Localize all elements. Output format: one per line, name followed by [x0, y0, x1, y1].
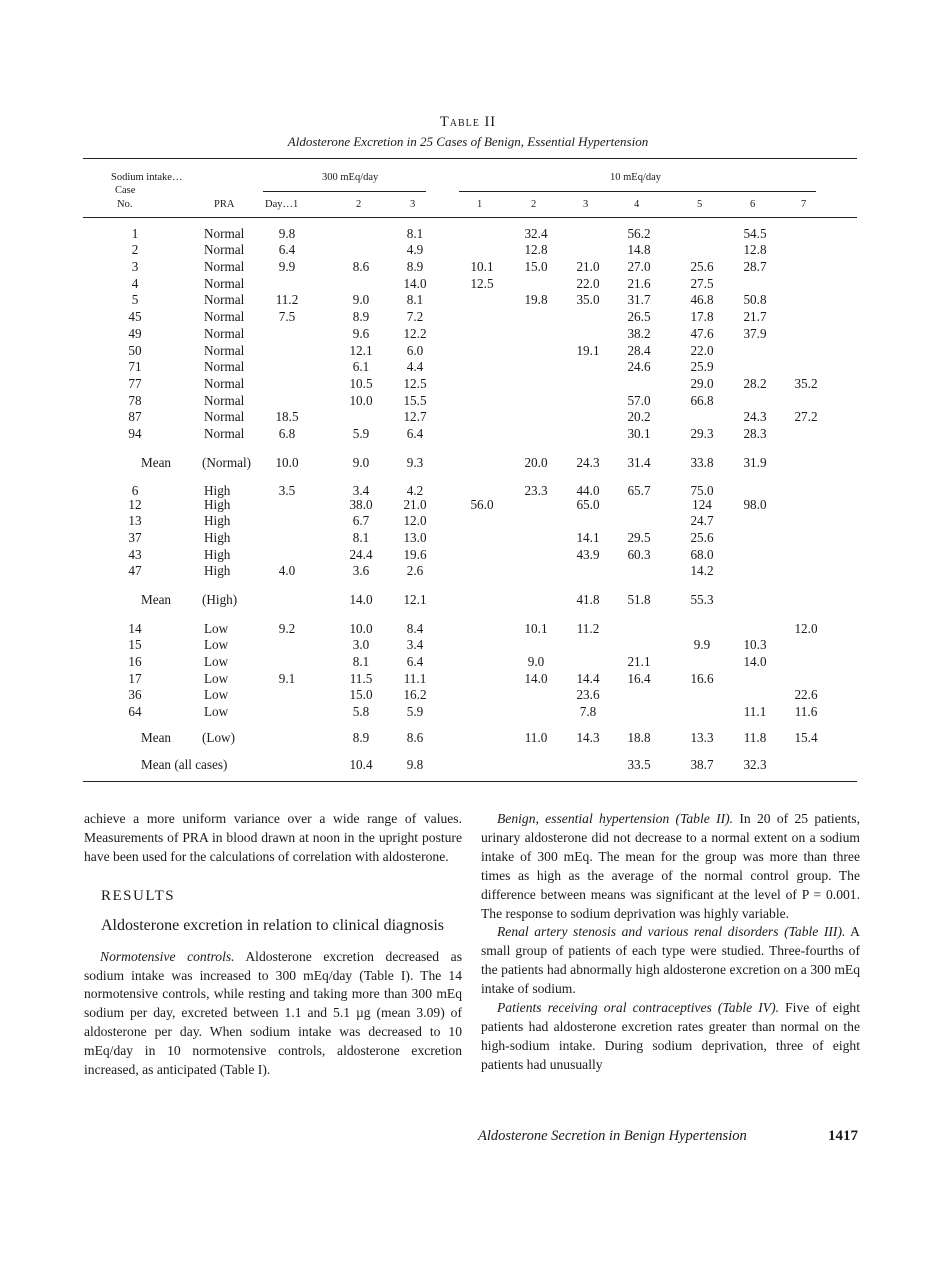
pra-value: High	[204, 513, 231, 528]
day-header: 4	[634, 199, 640, 210]
table-cell: 29.5	[627, 530, 651, 545]
pra-value: (Normal)	[202, 455, 252, 470]
table-cell: 7.8	[579, 704, 597, 719]
table-cell: 24.6	[627, 359, 651, 374]
table-cell: 11.2	[576, 621, 600, 636]
table-cell: 3.4	[352, 483, 370, 498]
table-cell: 35.2	[794, 376, 818, 391]
table-cell: 37.9	[743, 326, 767, 341]
case-number: 94	[128, 426, 142, 441]
pra-value: High	[204, 563, 231, 578]
pra-value: Normal	[204, 226, 245, 241]
table-cell: 50.8	[743, 292, 767, 307]
table-cell: 14.4	[576, 671, 600, 686]
case-number: 45	[128, 309, 142, 324]
table-cell: 8.1	[406, 226, 424, 241]
mean-all-label: Mean (all cases)	[141, 757, 228, 772]
case-number: 6	[131, 483, 139, 498]
table-cell: 8.1	[352, 654, 370, 669]
pra-value: Normal	[204, 376, 245, 391]
pra-value: Normal	[204, 409, 245, 424]
table-cell: 15.0	[349, 687, 373, 702]
table-cell: 14.0	[743, 654, 767, 669]
day-header: Day…1	[265, 199, 299, 210]
table-cell: 27.0	[627, 259, 651, 274]
table-cell: 35.0	[576, 292, 600, 307]
table-cell: 20.0	[524, 455, 548, 470]
table-cell: 31.4	[627, 455, 651, 470]
right-p3-lead: Patients receiving oral contraceptives (Table IV).	[497, 1000, 780, 1016]
table-cell: 21.6	[627, 276, 651, 291]
table-cell: 9.3	[406, 455, 424, 470]
table-cell: 25.9	[690, 359, 714, 374]
mean-label: Mean	[141, 592, 172, 607]
table-cell: 2.6	[406, 563, 424, 578]
mean-label: Mean	[141, 730, 172, 745]
table-cell: 8.4	[406, 621, 424, 636]
pra-value: Low	[204, 637, 229, 652]
pra-value: (Low)	[202, 730, 235, 745]
table-cell: 7.5	[278, 309, 296, 324]
case-number: 15	[128, 637, 142, 652]
case-number: 47	[128, 563, 142, 578]
table-cell: 8.1	[406, 292, 424, 307]
group-10-label: 10 mEq/day	[610, 172, 662, 183]
right-p1-text: In 20 of 25 patients, urinary aldosterone did not decrease to a normal extent on a sodium intake of 300 mEq. The mean for the group was more than three times as high as the average of the normal control group. The difference between means was significant at the level of P = 0.001. The response to sodium deprivation was highly variable.	[481, 811, 860, 921]
left-p2-text: Aldosterone excretion decreased as sodium intake was increased to 300 mEq/day (Table I). The 14 normotensive controls, while resting and taking more than 300 mEq sodium per day, excreted between 1.1 and 5.1 µg (mean 3.09) of aldosterone per day. When sodium intake was decreased to 10 mEq/day in 10 normotensive controls, aldosterone excretion increased, as anticipated (Table I).	[84, 948, 463, 1078]
table-cell: 12.5	[470, 276, 494, 291]
table-cell: 28.7	[743, 259, 767, 274]
table-cell: 38.0	[349, 497, 373, 512]
table-cell: 14.0	[524, 671, 548, 686]
table-cell: 21.0	[403, 497, 427, 512]
table-cell: 98.0	[743, 497, 767, 512]
right-p3-text: Five of eight patients had aldosterone excretion rates greater than normal on the high-sodium intake. During sodium deprivation, three of eight patients had unusually	[481, 1000, 860, 1072]
table-cell: 6.0	[406, 343, 424, 358]
pra-value: Low	[204, 671, 229, 686]
table-cell: 13.3	[690, 730, 714, 745]
case-number: 78	[128, 393, 142, 408]
day-header: 2	[356, 199, 362, 210]
pra-value: Normal	[204, 259, 245, 274]
pra-value: Normal	[204, 359, 245, 374]
table-cell: 12.7	[403, 409, 427, 424]
table-cell: 12.0	[794, 621, 818, 636]
pra-label: PRA	[214, 199, 235, 210]
pra-value: Normal	[204, 426, 245, 441]
left-column	[84, 810, 462, 1080]
table-cell: 14.2	[690, 563, 714, 578]
pra-value: Normal	[204, 326, 245, 341]
day-header: 1	[477, 199, 483, 210]
table-cell: 11.2	[275, 292, 299, 307]
case-number: 17	[128, 671, 142, 686]
table-cell: 10.5	[349, 376, 373, 391]
table-cell: 57.0	[627, 393, 651, 408]
group-300-rule	[263, 191, 426, 192]
day-header: 6	[750, 199, 756, 210]
table-cell: 12.2	[403, 326, 427, 341]
case-number: 13	[128, 513, 142, 528]
case-number: 2	[131, 242, 139, 257]
table-cell: 12.0	[403, 513, 427, 528]
table-cell: 10.1	[524, 621, 548, 636]
table-cell: 65.7	[627, 483, 651, 498]
case-number: 50	[128, 343, 142, 358]
table-cell: 23.6	[576, 687, 600, 702]
day-header: 2	[531, 199, 537, 210]
table-cell: 12.1	[349, 343, 373, 358]
results-heading: RESULTS	[101, 887, 176, 904]
table-cell: 17.8	[690, 309, 714, 324]
table-cell: 15.4	[794, 730, 818, 745]
table-cell: 3.5	[278, 483, 296, 498]
table-cell: 38.7	[690, 757, 714, 772]
table-cell: 9.0	[527, 654, 545, 669]
table-cell: 56.2	[627, 226, 651, 241]
day-header: 5	[697, 199, 703, 210]
table-cell: 33.8	[690, 455, 714, 470]
right-p2-text: A small group of patients of each type were studied. Three-fourths of the patients had abnormally high aldosterone excretion on a 300 mEq intake of sodium.	[481, 924, 860, 997]
table-cell: 10.0	[349, 621, 373, 636]
table-cell: 23.3	[524, 483, 548, 498]
right-p2-lead: Renal artery stenosis and various renal disorders (Table III).	[497, 924, 846, 940]
table-cell: 9.8	[406, 757, 424, 772]
table-title: Table II	[439, 114, 497, 130]
table-cell: 11.8	[743, 730, 767, 745]
table-cell: 15.0	[524, 259, 548, 274]
table-cell: 11.6	[794, 704, 818, 719]
table-cell: 14.3	[576, 730, 600, 745]
table-cell: 4.0	[278, 563, 296, 578]
table-cell: 22.0	[690, 343, 714, 358]
table-cell: 6.1	[352, 359, 370, 374]
pra-value: Low	[204, 687, 229, 702]
pra-value: High	[204, 530, 231, 545]
case-number: 77	[128, 376, 142, 391]
table-cell: 9.1	[278, 671, 296, 686]
table-cell: 21.1	[627, 654, 651, 669]
left-paragraph-2	[84, 948, 462, 1080]
table-cell: 51.8	[627, 592, 651, 607]
table-cell: 18.5	[275, 409, 299, 424]
table-cell: 7.2	[406, 309, 424, 324]
table-cell: 30.1	[627, 426, 651, 441]
table-cell: 14.8	[627, 242, 651, 257]
left-p1-text: achieve a more uniform variance over a wide range of values. Measurements of PRA in blood drawn at noon in the upright posture have been used for the calculations of correlation with aldosterone.	[84, 811, 462, 864]
table-cell: 6.8	[278, 426, 296, 441]
table-cell: 31.7	[627, 292, 651, 307]
table-cell: 14.0	[403, 276, 427, 291]
table-cell: 19.8	[524, 292, 548, 307]
right-paragraph-2	[481, 923, 860, 999]
table-cell: 3.6	[352, 563, 370, 578]
pra-value: High	[204, 483, 231, 498]
case-number: 43	[128, 547, 142, 562]
table-cell: 41.8	[576, 592, 600, 607]
table-cell: 9.9	[278, 259, 296, 274]
table-cell: 20.2	[627, 409, 651, 424]
case-number: 3	[131, 259, 139, 274]
table-cell: 5.9	[352, 426, 370, 441]
subsection-heading: Aldosterone excretion in relation to clinical diagnosis	[101, 916, 445, 934]
left-p2-lead: Normotensive controls.	[100, 948, 235, 964]
table-cell: 12.8	[524, 242, 548, 257]
case-number: 12	[128, 497, 142, 512]
table-cell: 8.1	[352, 530, 370, 545]
case-number: 14	[128, 621, 142, 636]
table-cell: 38.2	[627, 326, 651, 341]
case-number: 5	[131, 292, 139, 307]
table-cell: 8.6	[406, 730, 424, 745]
table-cell: 33.5	[627, 757, 651, 772]
table-cell: 56.0	[470, 497, 494, 512]
pra-value: High	[204, 497, 231, 512]
table-cell: 8.6	[352, 259, 370, 274]
table-cell: 5.8	[352, 704, 370, 719]
table-cell: 27.5	[690, 276, 714, 291]
table-cell: 21.7	[743, 309, 767, 324]
no-label: No.	[117, 199, 133, 210]
table-cell: 65.0	[576, 497, 600, 512]
table-cell: 11.1	[743, 704, 767, 719]
case-number: 1	[131, 226, 139, 241]
table-top-rule	[83, 158, 857, 159]
table-cell: 13.0	[403, 530, 427, 545]
table-cell: 22.0	[576, 276, 600, 291]
right-paragraph-1	[481, 810, 860, 923]
table-cell: 8.9	[352, 309, 370, 324]
table-cell: 28.3	[743, 426, 767, 441]
case-number: 4	[131, 276, 139, 291]
pra-value: (High)	[202, 592, 238, 607]
header-bottom-rule	[83, 217, 857, 218]
table-cell: 8.9	[352, 730, 370, 745]
running-title: Aldosterone Secretion in Benign Hypertension	[478, 1128, 747, 1144]
sodium-intake-label: Sodium intake…	[111, 172, 183, 183]
table-cell: 4.2	[406, 483, 424, 498]
table-cell: 9.2	[278, 621, 296, 636]
table-cell: 12.8	[743, 242, 767, 257]
case-number: 64	[128, 704, 142, 719]
table-cell: 6.4	[278, 242, 296, 257]
case-number: 36	[128, 687, 142, 702]
table-cell: 55.3	[690, 592, 714, 607]
mean-label: Mean	[141, 455, 172, 470]
table-cell: 31.9	[743, 455, 767, 470]
page-number: 1417	[828, 1128, 858, 1144]
day-header: 3	[410, 199, 416, 210]
pra-value: Normal	[204, 242, 245, 257]
table-cell: 16.2	[403, 687, 427, 702]
table-cell: 4.9	[406, 242, 424, 257]
table-cell: 10.0	[275, 455, 299, 470]
table-cell: 24.3	[576, 455, 600, 470]
table-cell: 26.5	[627, 309, 651, 324]
table-cell: 9.0	[352, 455, 370, 470]
table-cell: 6.4	[406, 426, 424, 441]
table-cell: 32.4	[524, 226, 548, 241]
table-cell: 43.9	[576, 547, 600, 562]
table-cell: 9.0	[352, 292, 370, 307]
day-header: 7	[801, 199, 807, 210]
pra-value: Normal	[204, 292, 245, 307]
table-cell: 47.6	[690, 326, 714, 341]
table-cell: 12.5	[403, 376, 427, 391]
table-cell: 4.4	[406, 359, 424, 374]
left-paragraph-1	[84, 810, 462, 867]
table-cell: 68.0	[690, 547, 714, 562]
table-cell: 27.2	[794, 409, 818, 424]
case-number: 16	[128, 654, 142, 669]
pra-value: Normal	[204, 276, 245, 291]
table-cell: 24.4	[349, 547, 373, 562]
table-cell: 66.8	[690, 393, 714, 408]
table-cell: 5.9	[406, 704, 424, 719]
table-cell: 25.6	[690, 530, 714, 545]
pra-value: High	[204, 547, 231, 562]
pra-value: Normal	[204, 343, 245, 358]
table-cell: 10.1	[470, 259, 494, 274]
table-cell: 21.0	[576, 259, 600, 274]
day-header: 3	[583, 199, 589, 210]
table-cell: 16.6	[690, 671, 714, 686]
table-cell: 24.3	[743, 409, 767, 424]
table-cell: 10.0	[349, 393, 373, 408]
table-cell: 10.4	[349, 757, 373, 772]
table-cell: 60.3	[627, 547, 651, 562]
right-p1-lead: Benign, essential hypertension (Table II).	[497, 811, 734, 826]
table-cell: 3.4	[406, 637, 424, 652]
table-cell: 14.0	[349, 592, 373, 607]
pra-value: Low	[204, 654, 229, 669]
case-number: 71	[128, 359, 142, 374]
pra-value: Normal	[204, 393, 245, 408]
table-cell: 11.0	[524, 730, 548, 745]
table-cell: 54.5	[743, 226, 767, 241]
pra-value: Low	[204, 621, 229, 636]
table-cell: 22.6	[794, 687, 818, 702]
group-10-rule	[459, 191, 816, 192]
table-cell: 8.9	[406, 259, 424, 274]
table-cell: 28.2	[743, 376, 767, 391]
table-cell: 10.3	[743, 637, 767, 652]
table-cell: 19.1	[576, 343, 600, 358]
pra-value: Normal	[204, 309, 245, 324]
table-cell: 75.0	[690, 483, 714, 498]
group-300-label: 300 mEq/day	[322, 172, 379, 183]
table-cell: 19.6	[403, 547, 427, 562]
table-cell: 11.5	[349, 671, 373, 686]
case-number: 49	[128, 326, 142, 341]
table-cell: 29.3	[690, 426, 714, 441]
case-number: 37	[128, 530, 142, 545]
table-cell: 9.9	[693, 637, 711, 652]
table-cell: 46.8	[690, 292, 714, 307]
table-cell: 18.8	[627, 730, 651, 745]
table-cell: 25.6	[690, 259, 714, 274]
table-cell: 3.0	[352, 637, 370, 652]
table-bottom-rule	[83, 781, 857, 782]
table-cell: 9.8	[278, 226, 296, 241]
table-cell: 15.5	[403, 393, 427, 408]
table-caption: Aldosterone Excretion in 25 Cases of Benign, Essential Hypertension	[287, 134, 649, 149]
table-cell: 32.3	[743, 757, 767, 772]
table-cell: 29.0	[690, 376, 714, 391]
table-cell: 6.4	[406, 654, 424, 669]
table-cell: 28.4	[627, 343, 651, 358]
table-cell: 14.1	[576, 530, 600, 545]
case-number: 87	[128, 409, 142, 424]
table-cell: 16.4	[627, 671, 651, 686]
table-cell: 124	[692, 497, 712, 512]
table-cell: 24.7	[690, 513, 714, 528]
right-column	[481, 810, 860, 1075]
table-cell: 12.1	[403, 592, 427, 607]
table-cell: 6.7	[352, 513, 370, 528]
table-cell: 44.0	[576, 483, 600, 498]
pra-value: Low	[204, 704, 229, 719]
right-paragraph-3	[481, 999, 860, 1075]
table-cell: 11.1	[403, 671, 427, 686]
table-cell: 9.6	[352, 326, 370, 341]
case-label: Case	[115, 185, 136, 196]
